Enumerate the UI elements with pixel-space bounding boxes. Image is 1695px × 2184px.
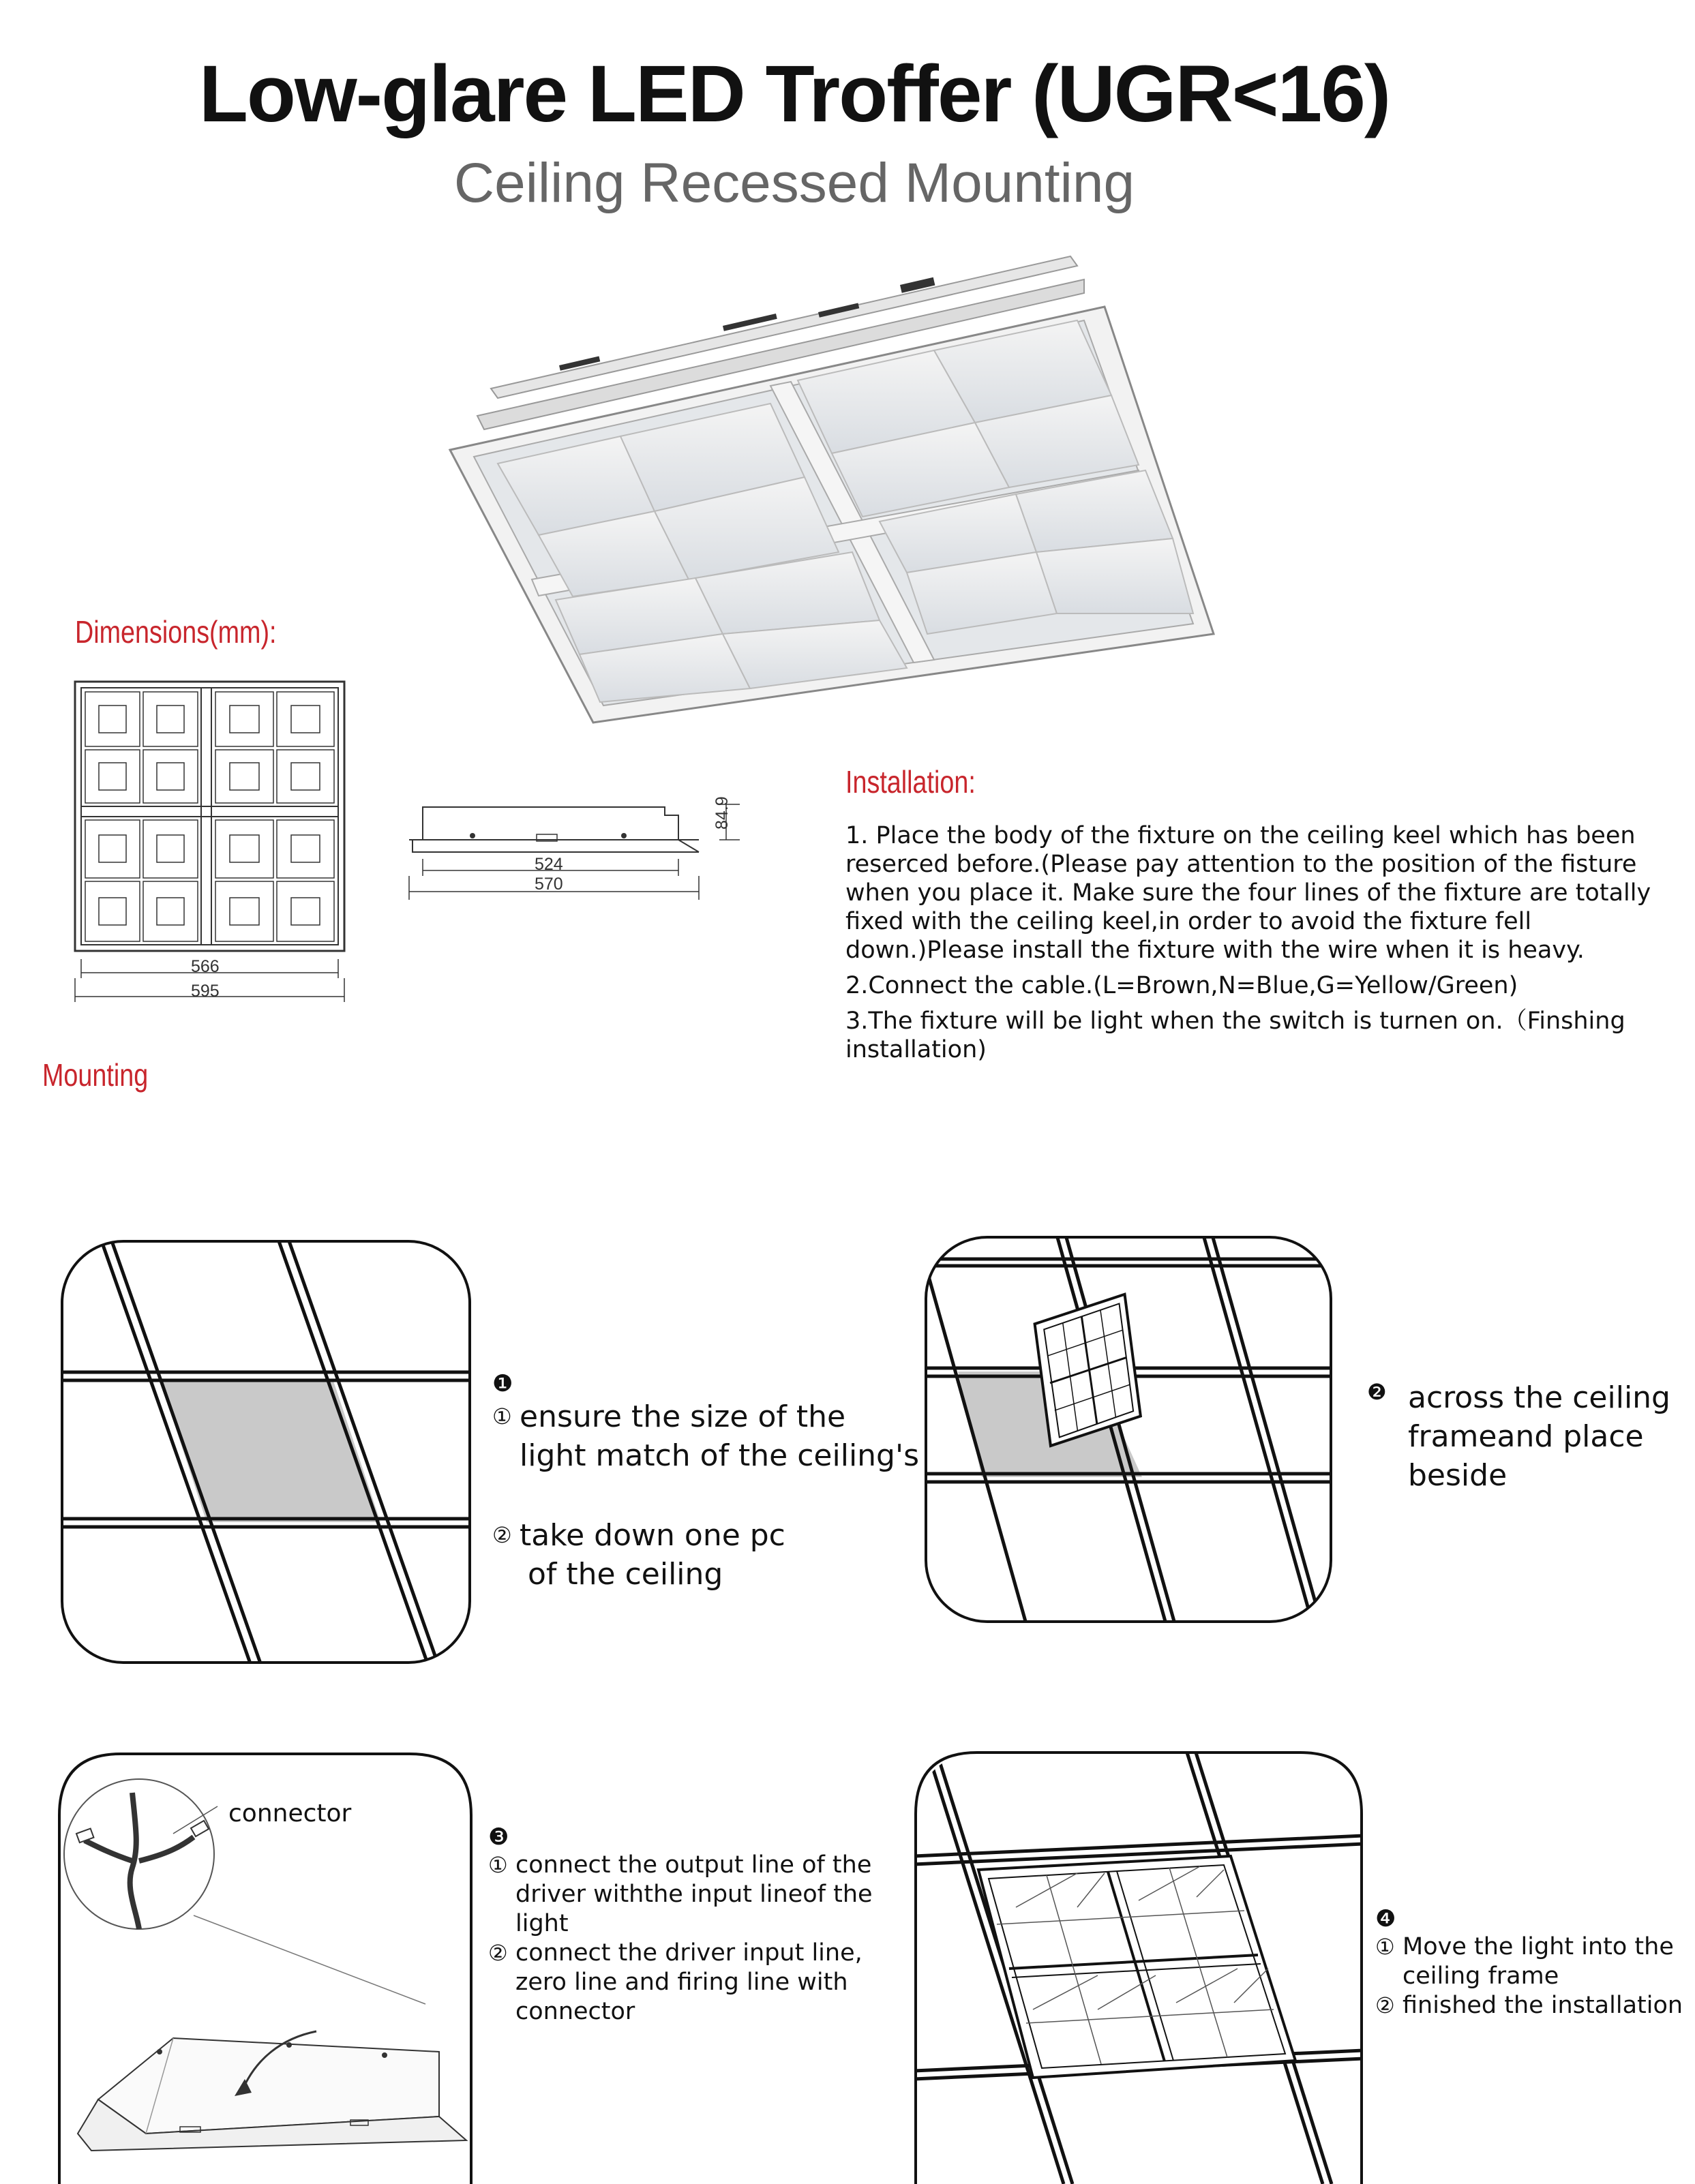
step1-item1-line1: ensure the size of the bbox=[520, 1399, 846, 1434]
step3-item1-line2: driver withthe input lineof the bbox=[515, 1881, 873, 1908]
troffer-product-illustration bbox=[436, 252, 1255, 743]
step2-line3: beside bbox=[1408, 1458, 1508, 1493]
step4-item2-marker: ② bbox=[1375, 1992, 1395, 2018]
step3-item2-line2: zero line and firing line with bbox=[515, 1969, 848, 1996]
front-view-drawing bbox=[72, 678, 351, 1005]
step2-line1: across the ceiling bbox=[1408, 1380, 1670, 1415]
front-inner-width: 566 bbox=[191, 957, 220, 976]
step2-number: ❷ bbox=[1367, 1379, 1387, 1405]
step1-item1-marker: ① bbox=[492, 1404, 512, 1429]
step3-item2-line3: connector bbox=[515, 1998, 635, 2025]
page-title: Low-glare LED Troffer (UGR<16) bbox=[198, 49, 1390, 139]
step3-item1-line3: light bbox=[515, 1910, 569, 1937]
step2-ceiling-illustration bbox=[924, 1235, 1333, 1624]
front-outer-width: 595 bbox=[191, 982, 220, 1001]
side-outer-width: 570 bbox=[535, 875, 563, 894]
step4-item1-line2: ceiling frame bbox=[1402, 1962, 1559, 1990]
step4-item2-line1: finished the installation bbox=[1402, 1992, 1683, 2019]
installation-steps bbox=[845, 821, 1677, 1071]
installation-step-1: 1. Place the body of the fixture on the ceiling keel which has been reserced before.(Please pay attention to the position of the fisture when you place it. Make sure the four lines of the fixture are totally fixed with the ceiling keel,in order to avoid the fixture fell down.)Please install the fixture with the wire when it is heavy. bbox=[845, 822, 1651, 964]
step2-line2: frameand place bbox=[1408, 1419, 1644, 1454]
step4-number: ❹ bbox=[1375, 1905, 1396, 1932]
step3-item2-marker: ② bbox=[488, 1940, 508, 1966]
side-view-drawing bbox=[399, 798, 753, 907]
step1-ceiling-illustration bbox=[60, 1239, 472, 1665]
step3-number: ❸ bbox=[488, 1823, 509, 1851]
page-subtitle: Ceiling Recessed Mounting bbox=[453, 152, 1135, 214]
installation-step-3: 3.The fixture will be light when the switch is turnen on.（Finshing installation) bbox=[845, 1007, 1625, 1063]
side-inner-width: 524 bbox=[535, 855, 563, 874]
dimensions-heading: Dimensions(mm): bbox=[75, 614, 277, 650]
step3-item1-marker: ① bbox=[488, 1852, 508, 1878]
step3-item1-line1: connect the output line of the bbox=[515, 1851, 872, 1879]
step1-number: ❶ bbox=[492, 1370, 513, 1397]
mounting-heading: Mounting bbox=[42, 1057, 149, 1093]
step3-text bbox=[488, 1823, 873, 2027]
height-dimension: 84.9 bbox=[712, 796, 732, 830]
connector-label: connector bbox=[228, 1800, 352, 1827]
step1-text bbox=[492, 1370, 919, 1594]
step4-installed-illustration bbox=[914, 1750, 1364, 2184]
installation-heading: Installation: bbox=[845, 764, 976, 800]
step1-item1-line2: light match of the ceiling's bbox=[520, 1438, 920, 1473]
step2-text bbox=[1367, 1378, 1670, 1495]
step4-item1-line1: Move the light into the bbox=[1402, 1933, 1674, 1960]
step1-item2-line1: take down one pc bbox=[520, 1518, 785, 1553]
step1-item2-marker: ② bbox=[492, 1522, 512, 1548]
step3-item2-line1: connect the driver input line, bbox=[515, 1939, 862, 1967]
step1-item2-line2: of the ceiling bbox=[528, 1557, 723, 1592]
step4-text bbox=[1375, 1905, 1683, 2020]
installation-step-2: 2.Connect the cable.(L=Brown,N=Blue,G=Yellow/Green) bbox=[845, 972, 1518, 999]
step4-item1-marker: ① bbox=[1375, 1934, 1395, 1960]
